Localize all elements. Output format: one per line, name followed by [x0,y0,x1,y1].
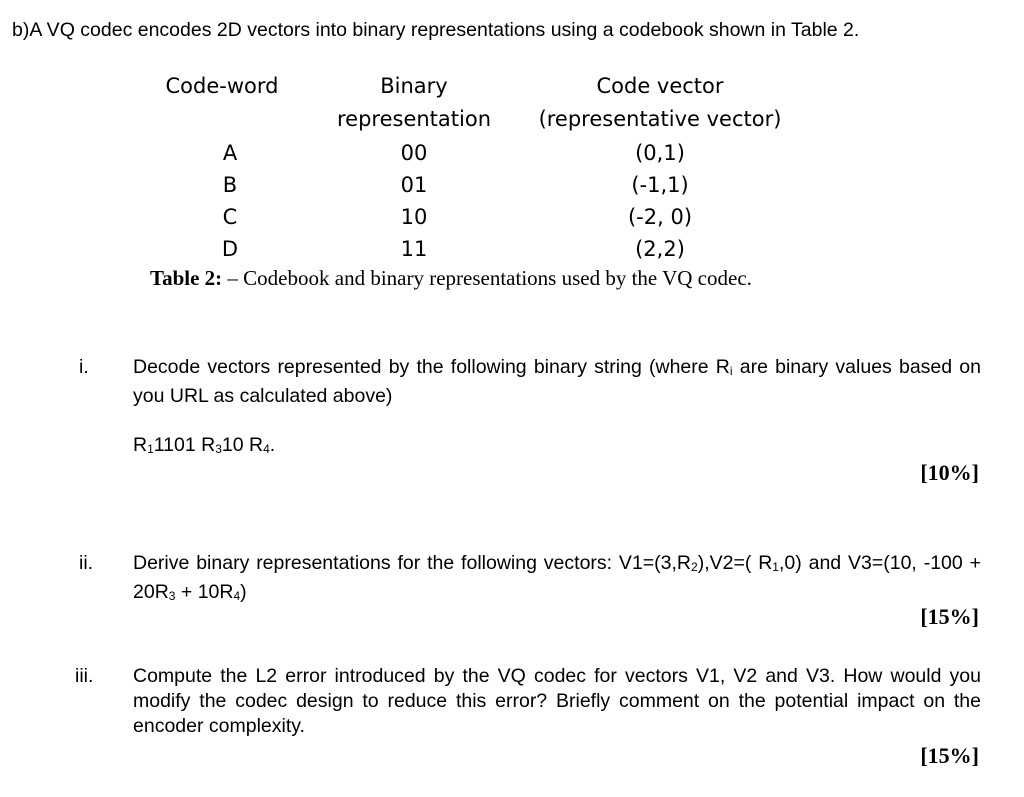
cell-vector: (0,1) [635,141,685,165]
cell-vector: (2,2) [635,237,685,261]
question-2-number: ii. [79,552,94,574]
question-1-number: i. [79,356,89,378]
cell-binary: 00 [400,141,428,165]
question-3-number: iii. [75,665,94,687]
cell-binary: 10 [400,205,428,229]
cell-codeword: C [222,205,238,229]
header-binary-line1: Binary [380,74,448,98]
header-codeword: Code-word [165,74,279,98]
question-3-weight: [15%] [920,743,979,768]
header-vector-line2: (representative vector) [538,107,782,131]
caption-text: – Codebook and binary representations used by the VQ codec. [222,266,752,290]
cell-codeword: B [222,173,238,197]
question-1-text: Decode vectors represented by the following binary string (where $R_i$ are binary values based on you URL as calculated above) [133,356,981,407]
header-vector-line1: Code vector [596,74,724,98]
caption-label: Table 2: [150,266,223,290]
cell-codeword: A [222,141,238,165]
question-heading: b)A VQ codec encodes 2D vectors into binary representations using a codebook shown in Table 2. [12,19,860,41]
question-3-text: Compute the L2 error introduced by the VQ codec for vectors V1, V2 and V3. How would you modify the codec design to reduce this error? Briefly comment on the potential impact on the encoder complexity. [133,665,981,737]
question-1-weight: [10%] [920,460,979,485]
question-1-binary-string: $R_11101$ $R_310$ $R_4$. [133,434,276,456]
header-binary-line2: representation [336,107,492,131]
cell-vector: (-2, 0) [627,205,693,229]
cell-codeword: D [221,237,239,261]
cell-binary: 01 [400,173,428,197]
question-2-text: Derive binary representations for the following vectors: $V1=(3,R_2),V2=$( $R_1,0$) and V3=(10, $-100 + 20R_3 + 10R_4$) [133,552,981,603]
cell-vector: (-1,1) [631,173,689,197]
table-caption [150,266,752,291]
cell-binary: 11 [400,237,428,261]
question-2-weight: [15%] [920,604,979,629]
